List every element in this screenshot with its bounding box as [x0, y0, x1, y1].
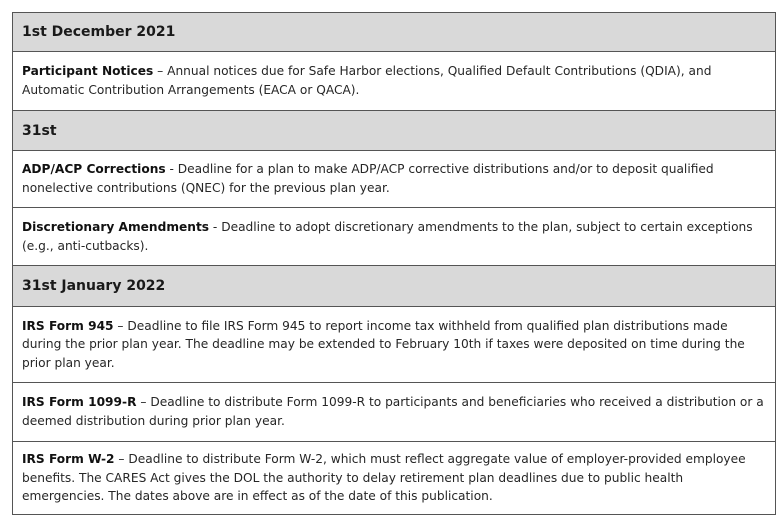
deadline-table [12, 12, 776, 515]
section-heading: 31st [13, 111, 776, 151]
item-separator: – [153, 64, 168, 79]
item-term: Discretionary Amendments [22, 219, 210, 234]
item-description: Deadline to distribute Form W-2, which must reflect aggregate value of employer-provided employee benefits. The CARES Act gives the DOL the authority to delay retirement plan deadlines due to public health emergencies. The dates above are in effect as of the date of this publication. [22, 452, 746, 504]
item-description: Deadline to distribute Form 1099-R to participants and beneficiaries who received a distribution or a deemed distribution during prior plan year. [22, 395, 764, 428]
deadline-item-row [13, 383, 776, 442]
section-heading: 1st December 2021 [13, 13, 776, 52]
section-header-row [13, 266, 776, 307]
item-description: Deadline for a plan to make ADP/ACP corrective distributions and/or to deposit qualified nonelective contributions (QNEC) for the previous plan year. [22, 162, 714, 195]
item-separator: – [113, 318, 128, 333]
deadline-item-row [13, 52, 776, 111]
section-header-row [13, 111, 776, 151]
item-separator: – [136, 395, 151, 410]
item-description: Deadline to file IRS Form 945 to report income tax withheld from qualified plan distributions made during the prior plan year. The deadline may be extended to February 10th if taxes were deposited on time during the prior plan year. [22, 318, 745, 370]
item-term: ADP/ACP Corrections [22, 162, 166, 177]
deadline-item-row [13, 307, 776, 383]
section-heading: 31st January 2022 [13, 266, 776, 307]
deadline-item-row [13, 151, 776, 208]
item-separator: - [165, 162, 178, 177]
deadline-item [13, 442, 776, 515]
deadline-item [13, 151, 776, 208]
deadline-item [13, 383, 776, 442]
deadline-item [13, 208, 776, 266]
item-term: Participant Notices [22, 64, 154, 79]
section-header-row [13, 13, 776, 52]
deadline-item [13, 307, 776, 383]
item-separator: – [114, 452, 129, 467]
item-term: IRS Form 1099-R [22, 395, 137, 410]
item-description: Deadline to adopt discretionary amendments to the plan, subject to certain exceptions (e.g., anti-cutbacks). [22, 219, 753, 253]
item-description: Annual notices due for Safe Harbor elections, Qualified Default Contributions (QDIA), and Automatic Contribution Arrangements (EACA or QACA). [22, 64, 712, 97]
item-term: IRS Form 945 [22, 318, 114, 333]
deadline-item [13, 52, 776, 111]
deadline-item-row [13, 208, 776, 266]
item-separator: - [209, 219, 222, 234]
deadline-item-row [13, 442, 776, 515]
item-term: IRS Form W-2 [22, 452, 115, 467]
